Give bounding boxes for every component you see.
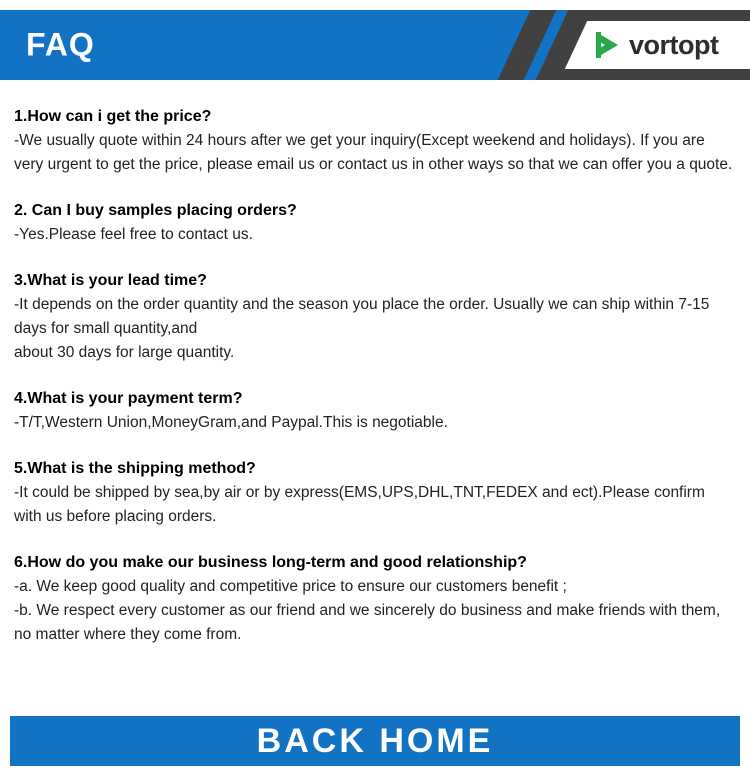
faq-item	[14, 387, 734, 435]
faq-list	[14, 105, 734, 647]
faq-answer: about 30 days for large quantity.	[14, 344, 235, 361]
back-home-button[interactable]: BACK HOME	[10, 716, 740, 766]
faq-question: 2. Can I buy samples placing orders?	[14, 202, 297, 219]
faq-answer: -a. We keep good quality and competitive price to ensure our customers benefit ;	[14, 578, 567, 595]
brand-logo	[576, 30, 718, 60]
faq-item	[14, 551, 734, 647]
brand-logo-plate	[565, 21, 750, 69]
faq-content	[0, 80, 750, 716]
faq-answer: -It could be shipped by sea,by air or by express(EMS,UPS,DHL,TNT,FEDEX and ect).Please confirm with us before placing orders.	[14, 484, 705, 525]
faq-answers	[14, 575, 734, 647]
faq-question: 5.What is the shipping method?	[14, 460, 256, 477]
faq-item	[14, 199, 734, 247]
footer	[0, 716, 750, 769]
header-banner	[0, 10, 750, 80]
page-title: FAQ	[26, 26, 95, 63]
faq-answers	[14, 481, 734, 529]
faq-answers	[14, 411, 734, 435]
faq-answers	[14, 129, 734, 177]
faq-answers	[14, 223, 734, 247]
faq-question: 6.How do you make our business long-term and good relationship?	[14, 554, 527, 571]
faq-item	[14, 269, 734, 365]
faq-answer: -Yes.Please feel free to contact us.	[14, 226, 253, 243]
faq-answer: -We usually quote within 24 hours after we get your inquiry(Except weekend and holidays). If you are very urgent to get the price, please email us or contact us in other ways so that we can offer you a quote.	[14, 132, 733, 173]
brand-name: vortopt	[629, 29, 719, 60]
faq-item	[14, 457, 734, 529]
faq-question: 1.How can i get the price?	[14, 108, 212, 125]
faq-question: 4.What is your payment term?	[14, 390, 243, 407]
faq-question: 3.What is your lead time?	[14, 272, 207, 289]
vortopt-logo-icon	[592, 30, 622, 60]
faq-answers	[14, 293, 734, 365]
faq-answer: -b. We respect every customer as our friend and we sincerely do business and make friends with them, no matter where they come from.	[14, 602, 721, 643]
faq-answer: -T/T,Western Union,MoneyGram,and Paypal.This is negotiable.	[14, 414, 448, 431]
faq-answer: -It depends on the order quantity and the season you place the order. Usually we can ship within 7-15 days for small quantity,and	[14, 296, 710, 337]
faq-item	[14, 105, 734, 177]
